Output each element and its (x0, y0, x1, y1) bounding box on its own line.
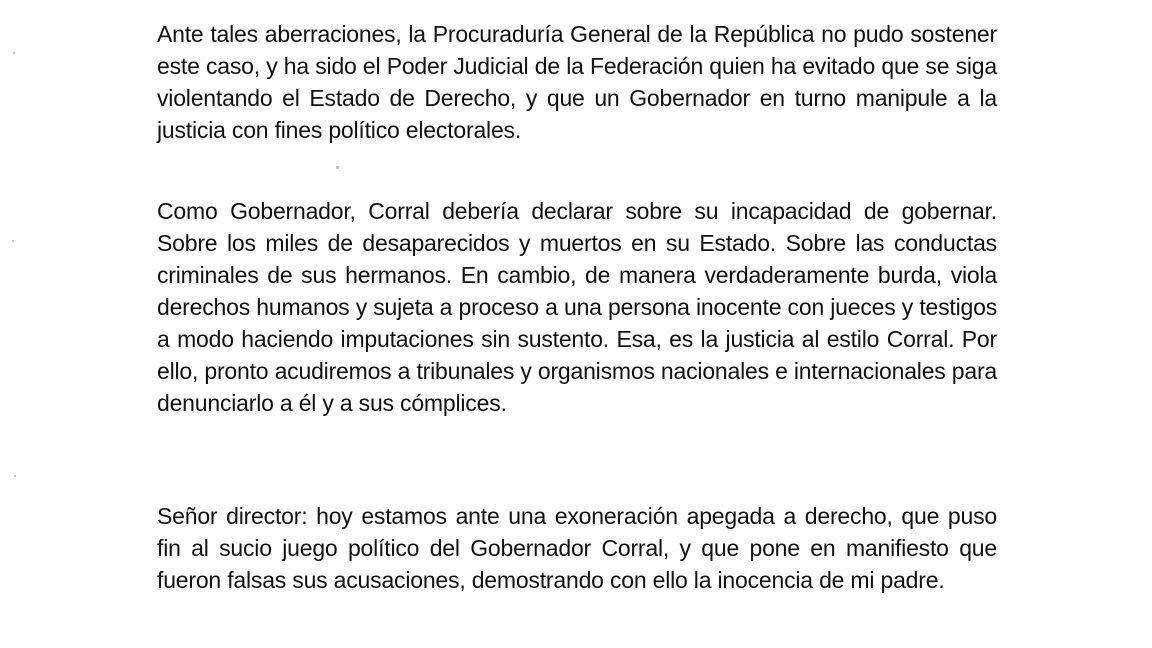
scan-speck (13, 52, 15, 54)
paragraph-1: Ante tales aberraciones, la Procuraduría General de la República no pudo sostener este caso, y ha sido el Poder Judicial de la Federación quien ha evitado que se siga violentando el Estado de Derecho, y que un Gobernador en turno manipule a la justicia con fines político electorales. (157, 21, 997, 143)
scan-speck (14, 475, 16, 477)
paragraph-3: Señor director: hoy estamos ante una exoneración apegada a derecho, que puso fin al sucio juego político del Gobernador Corral, y que pone en manifiesto que fueron falsas sus acusaciones, demostrando con ello la inocencia de mi padre. (157, 503, 997, 593)
paragraph-2: Como Gobernador, Corral debería declarar sobre su incapacidad de gobernar. Sobre los miles de desaparecidos y muertos en su Estado. Sobre las conductas criminales de sus hermanos. En cambio, de manera verdaderamente burda, viola derechos humanos y sujeta a proceso a una persona inocente con jueces y testigos a modo haciendo imputaciones sin sustento. Esa, es la justicia al estilo Corral. Por ello, pronto acudiremos a tribunales y organismos nacionales e internacionales para denunciarlo a él y a sus cómplices. (157, 198, 998, 416)
scan-speck (12, 240, 14, 242)
scan-speck (336, 166, 339, 169)
